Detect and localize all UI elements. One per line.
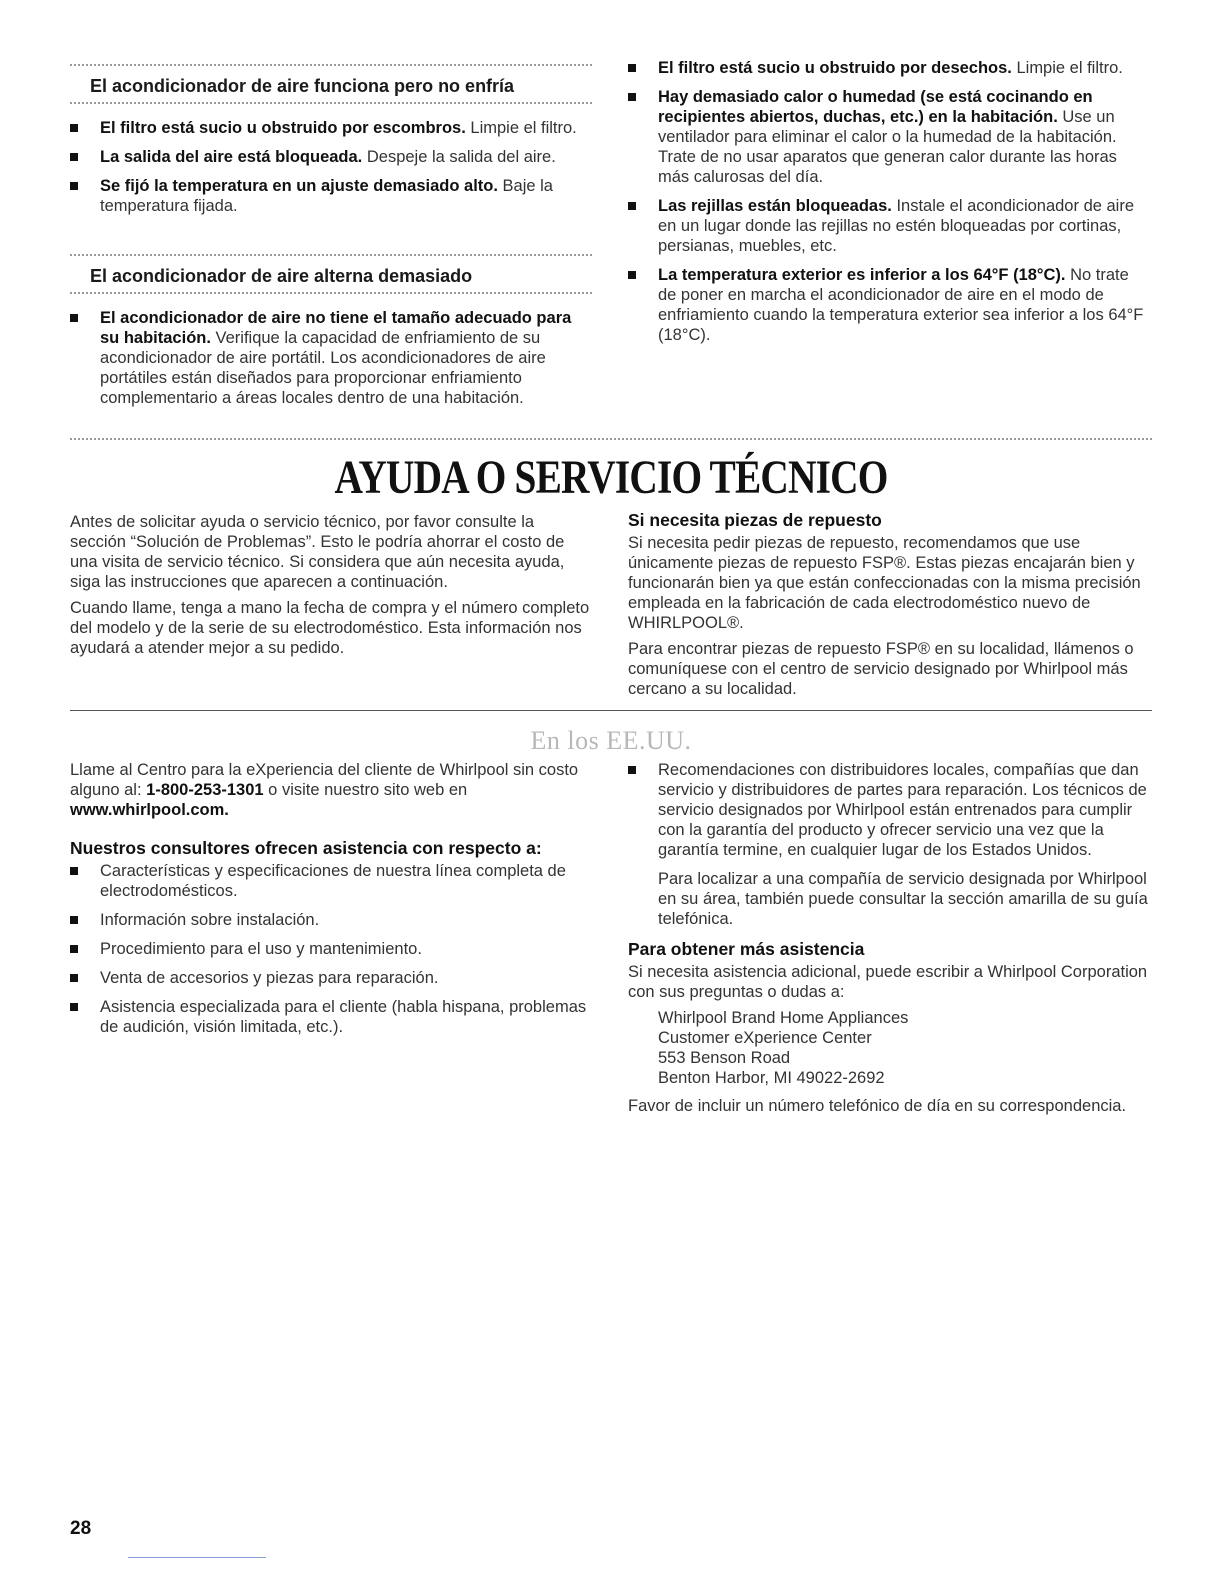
- closing-paragraph: Favor de incluir un número telefónico de día en su correspondencia.: [628, 1097, 1127, 1115]
- intro-paragraph: Cuando llame, tenga a mano la fecha de compra y el número completo del modelo y de la serie de su electrodoméstico. Esta información nos ayudará a atender mejor a su pedido.: [70, 599, 590, 657]
- divider-solid: [70, 710, 1152, 711]
- list-item: El filtro está sucio u obstruido por desechos. Limpie el filtro.: [628, 58, 1150, 78]
- list-item: Hay demasiado calor o humedad (se está cocinando en recipientes abiertos, duchas, etc.) en la habitación. Use un ventilador para eliminar el calor o la humedad de la habitación. Trate de no usar aparatos que generan calor durante las horas más calurosas del día.: [628, 87, 1150, 187]
- page-number: 28: [70, 1518, 92, 1539]
- section-title-cycles: El acondicionador de aire alterna demasiado: [90, 266, 473, 286]
- bullet-icon: [70, 916, 78, 924]
- usa-left-column: [70, 760, 592, 1046]
- divider-dotted: [70, 102, 592, 104]
- usa-right-column: [628, 760, 1152, 1122]
- list-item: La salida del aire está bloqueada. Despeje la salida del aire.: [70, 147, 592, 167]
- address-line: Customer eXperience Center: [658, 1029, 872, 1047]
- website-link[interactable]: www.whirlpool.com.: [70, 801, 229, 819]
- section-title-no-cooling: El acondicionador de aire funciona pero no enfría: [90, 76, 515, 96]
- list-item: Recomendaciones con distribuidores locales, compañías que dan servicio y distribuidores de partes para reparación. Los técnicos de servicio designados por Whirlpool están entrenados para cumplir con la garantía del producto y ofrecer servicio una vez que la garantía termine, en cualquier lugar de los Estados Unidos.: [628, 760, 1152, 860]
- help-intro: [70, 512, 592, 664]
- list-item: Venta de accesorios y piezas para reparación.: [70, 968, 592, 988]
- mailing-address: [628, 1008, 1152, 1088]
- usa-heading: En los EE.UU.: [530, 726, 692, 755]
- bullet-icon: [628, 271, 636, 279]
- bullet-icon: [628, 64, 636, 72]
- address-line: 553 Benson Road: [658, 1049, 791, 1067]
- bullet-icon: [70, 974, 78, 982]
- divider-dotted: [70, 64, 592, 66]
- bullet-icon: [70, 867, 78, 875]
- divider-dotted-full: [70, 438, 1152, 440]
- more-help-title: Para obtener más asistencia: [628, 939, 865, 959]
- list-item: Características y especificaciones de nuestra línea completa de electrodomésticos.: [70, 861, 592, 901]
- address-line: Whirlpool Brand Home Appliances: [658, 1009, 909, 1027]
- locate-paragraph: Para localizar a una compañía de servicio designada por Whirlpool en su área, también puede consultar la sección amarilla de su guía telefónica.: [658, 870, 1148, 928]
- list-item: Se fijó la temperatura en un ajuste demasiado alto. Baje la temperatura fijada.: [70, 176, 592, 216]
- parts-title: Si necesita piezas de repuesto: [628, 510, 882, 530]
- bullet-icon: [70, 314, 78, 322]
- bullet-icon: [70, 945, 78, 953]
- intro-paragraph: Antes de solicitar ayuda o servicio técnico, por favor consulte la sección “Solución de Problemas”. Esto le podría ahorrar el costo de una visita de servicio técnico. Si considera que aún necesita ayuda, siga las instrucciones que aparecen a continuación.: [70, 513, 565, 591]
- more-help-paragraph: Si necesita asistencia adicional, puede escribir a Whirlpool Corporation con sus preguntas o dudas a:: [628, 963, 1148, 1001]
- phone-number[interactable]: 1-800-253-1301: [146, 781, 264, 799]
- list-item: La temperatura exterior es inferior a los 64°F (18°C). No trate de poner en marcha el acondicionador de aire en el modo de enfriamiento cuando la temperatura exterior sea inferior a los 64°F (18°C).: [628, 265, 1150, 345]
- list-item: El acondicionador de aire no tiene el tamaño adecuado para su habitación. Verifique la capacidad de enfriamiento de su acondicionador de aire portátil. Los acondicionadores de aire portátiles están diseñados para proporcionar enfriamiento complementario a áreas locales dentro de una habitación.: [70, 308, 592, 408]
- bullet-icon: [70, 124, 78, 132]
- consultants-list: [70, 861, 592, 1037]
- list-item: Información sobre instalación.: [70, 910, 592, 930]
- bullet-icon: [628, 202, 636, 210]
- no-cooling-list-continued: [628, 58, 1150, 354]
- list-item: Las rejillas están bloqueadas. Instale el acondicionador de aire en un lugar donde las rejillas no estén bloqueadas por cortinas, persianas, muebles, etc.: [628, 196, 1150, 256]
- list-item: Asistencia especializada para el cliente (habla hispana, problemas de audición, visión limitada, etc.).: [70, 997, 592, 1037]
- no-cooling-list: [70, 118, 592, 225]
- cycles-list: [70, 308, 592, 417]
- bullet-icon: [70, 182, 78, 190]
- bullet-icon: [70, 153, 78, 161]
- parts-section: [628, 510, 1152, 705]
- list-item: El filtro está sucio u obstruido por escombros. Limpie el filtro.: [70, 118, 592, 138]
- divider-dotted: [70, 254, 592, 256]
- parts-paragraph: Para encontrar piezas de repuesto FSP® en su localidad, llámenos o comuníquese con el centro de servicio designado por Whirlpool más cercano a su localidad.: [628, 640, 1134, 698]
- list-item: Procedimiento para el uso y mantenimiento.: [70, 939, 592, 959]
- parts-paragraph: Si necesita pedir piezas de repuesto, recomendamos que use únicamente piezas de repuesto FSP®. Estas piezas encajarán bien y funcionarán bien ya que están confeccionadas con la misma precisión empleada en la fabricación de cada electrodoméstico nuevo de WHIRLPOOL®.: [628, 534, 1141, 632]
- call-paragraph: Llame al Centro para la eXperiencia del cliente de Whirlpool sin costo alguno al: 1-800-253-1301 o visite nuestro sito web en www.whirlpool.com.: [70, 761, 579, 819]
- bullet-icon: [628, 93, 636, 101]
- footer-rule: [128, 1557, 266, 1558]
- consultants-title: Nuestros consultores ofrecen asistencia con respecto a:: [70, 838, 542, 858]
- page-title: AYUDA O SERVICIO TÉCNICO: [334, 451, 888, 504]
- bullet-icon: [628, 766, 636, 774]
- bullet-icon: [70, 1003, 78, 1011]
- divider-dotted: [70, 292, 592, 294]
- address-line: Benton Harbor, MI 49022-2692: [658, 1069, 885, 1087]
